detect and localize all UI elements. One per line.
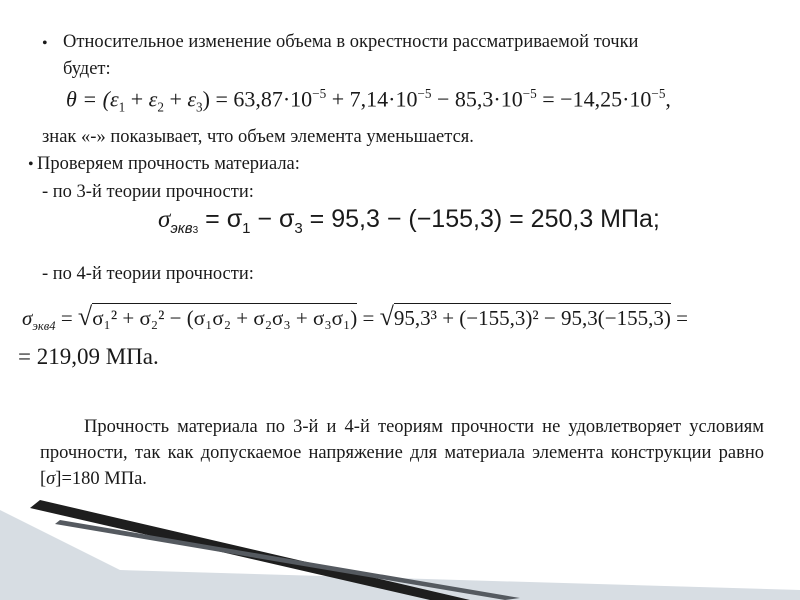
formula-mid1: + 7,14·10	[326, 86, 418, 112]
formula-exp3: −5	[522, 86, 537, 101]
volume-change-formula	[66, 86, 671, 116]
f3-s1: 1	[242, 220, 251, 237]
f3-subsub: 3	[192, 225, 199, 236]
third-theory-label: - по 3-й теории прочности:	[42, 182, 254, 202]
volume-change-heading-cont: будет:	[63, 59, 111, 79]
formula-rhs: ) = 63,87·10	[202, 86, 313, 112]
formula-eps3-sub: 3	[196, 99, 203, 115]
conclusion-sigma: σ	[46, 469, 56, 489]
formula-plus2: +	[163, 86, 188, 112]
formula-plus1: +	[125, 86, 149, 112]
bullet-1: •	[42, 35, 48, 52]
conclusion-text: Прочность материала по 3-й и 4-й теориям прочности не удовлетворяет условиям прочности, так как допускаемое напряжение для материала элемента конструкции равно [	[40, 417, 764, 489]
conclusion-paragraph	[40, 414, 764, 492]
formula-eps1-sub: 1	[118, 99, 126, 115]
formula-exp2: −5	[417, 86, 432, 101]
formula-exp1: −5	[312, 86, 327, 101]
sqrt-icon-2: √	[379, 302, 394, 331]
f4-eq3: =	[670, 306, 688, 330]
f3-sub: экв	[170, 220, 193, 237]
formula-exp4: −5	[651, 86, 666, 101]
conclusion-text-end: ]=180 МПа.	[55, 469, 147, 489]
formula-eps1: ε	[109, 86, 119, 112]
f4-radicand1: σ₁² + σ₂² − (σ₁σ₂ + σ₂σ₃ + σ₃σ₁)	[92, 303, 357, 330]
sqrt-icon: √	[77, 302, 93, 331]
f3-minus: − σ	[250, 205, 295, 233]
formula-end: ,	[665, 86, 671, 112]
f3-sigma: σ	[158, 206, 171, 233]
f4-eq: =	[55, 306, 78, 330]
formula-eps3: ε	[187, 86, 197, 112]
formula-mid3: = −14,25·10	[536, 86, 652, 112]
f3-value: = 95,3 − (−155,3) = 250,3 МПа;	[302, 205, 660, 233]
formula-eps2-sub: 2	[157, 99, 164, 115]
f4-sub: экв4	[32, 319, 56, 334]
formula-mid2: − 85,3·10	[431, 86, 523, 112]
f3-eq: = σ	[198, 205, 243, 233]
fourth-theory-formula	[22, 302, 688, 334]
f4-eq2: =	[357, 306, 380, 330]
formula-eps2: ε	[148, 86, 158, 112]
strength-check-title: Проверяем прочность материала:	[37, 154, 300, 174]
formula-theta: θ = (	[66, 86, 110, 112]
f3-s3: 3	[294, 220, 303, 237]
bullet-2: •	[28, 156, 34, 173]
third-theory-formula	[158, 205, 660, 237]
fourth-theory-result: = 219,09 МПа.	[18, 344, 159, 369]
decorative-swoosh	[0, 490, 800, 600]
fourth-theory-label: - по 4-й теории прочности:	[42, 264, 254, 284]
f4-radicand2: 95,3³ + (−155,3)² − 95,3(−155,3)	[394, 303, 671, 330]
sign-note: знак «-» показывает, что объем элемента уменьшается.	[42, 127, 474, 147]
f4-sigma: σ	[22, 306, 33, 330]
volume-change-heading: Относительное изменение объема в окрестности рассматриваемой точки	[63, 32, 639, 52]
